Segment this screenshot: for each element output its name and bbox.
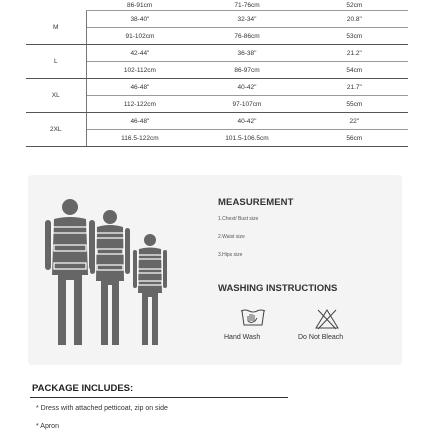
do-not-bleach-icon bbox=[314, 308, 340, 330]
package-item: * Apron bbox=[36, 423, 59, 430]
table-cell: 46-48" bbox=[86, 79, 193, 96]
table-cell: 52cm bbox=[301, 0, 408, 11]
table-cell: 76-86cm bbox=[193, 28, 300, 45]
table-cell: 101.5-106.5cm bbox=[193, 130, 300, 147]
size-label: 2XL bbox=[26, 113, 86, 147]
table-cell: 55cm bbox=[301, 96, 408, 113]
table-cell: 40-42" bbox=[193, 113, 300, 130]
size-label: XL bbox=[26, 79, 86, 113]
table-cell: 97-107cm bbox=[193, 96, 300, 113]
table-cell: 36-38" bbox=[193, 45, 300, 62]
size-label: L bbox=[26, 45, 86, 79]
table-cell: 86-97cm bbox=[193, 62, 300, 79]
table-cell: 22" bbox=[301, 113, 408, 130]
size-label: M bbox=[26, 11, 86, 45]
table-cell: 40-42" bbox=[193, 79, 300, 96]
table-cell: 112-122cm bbox=[86, 96, 193, 113]
table-row bbox=[26, 79, 408, 96]
measurement-item: 2.Waist size bbox=[218, 234, 245, 240]
table-cell: 38-40" bbox=[86, 11, 193, 28]
package-title: PACKAGE INCLUDES: bbox=[32, 383, 134, 394]
table-cell: 42-44" bbox=[86, 45, 193, 62]
table-cell: 21.2" bbox=[301, 45, 408, 62]
hand-wash-icon bbox=[240, 308, 266, 328]
table-cell: 86-91cm bbox=[86, 0, 193, 11]
table-cell: 21.7" bbox=[301, 79, 408, 96]
table-row bbox=[26, 45, 408, 62]
hand-wash-label: Hand Wash bbox=[224, 334, 261, 341]
table-row bbox=[26, 11, 408, 28]
measurement-title: MEASUREMENT bbox=[218, 197, 294, 208]
package-item: * Dress with attached petticoat, zip on side bbox=[36, 405, 168, 412]
size-chart-table bbox=[26, 0, 408, 147]
table-cell: 102-112cm bbox=[86, 62, 193, 79]
table-cell: 46-48" bbox=[86, 113, 193, 130]
table-row bbox=[26, 113, 408, 130]
measurement-item: 3.Hips size bbox=[218, 252, 243, 258]
table-cell: 91-102cm bbox=[86, 28, 193, 45]
measurement-item: 1.Chest/ Bust size bbox=[218, 216, 259, 222]
no-bleach-label: Do Not Bleach bbox=[298, 334, 344, 341]
washing-title: WASHING INSTRUCTIONS bbox=[218, 283, 338, 294]
size-cell bbox=[26, 0, 86, 11]
divider bbox=[30, 397, 288, 398]
table-cell: 53cm bbox=[301, 28, 408, 45]
body-figures-illustration bbox=[30, 195, 180, 355]
table-cell: 20.8" bbox=[301, 11, 408, 28]
table-cell: 116.5-122cm bbox=[86, 130, 193, 147]
table-cell: 71-76cm bbox=[193, 0, 300, 11]
table-cell: 32-34" bbox=[193, 11, 300, 28]
table-row bbox=[26, 0, 408, 11]
table-cell: 54cm bbox=[301, 62, 408, 79]
table-cell: 56cm bbox=[301, 130, 408, 147]
